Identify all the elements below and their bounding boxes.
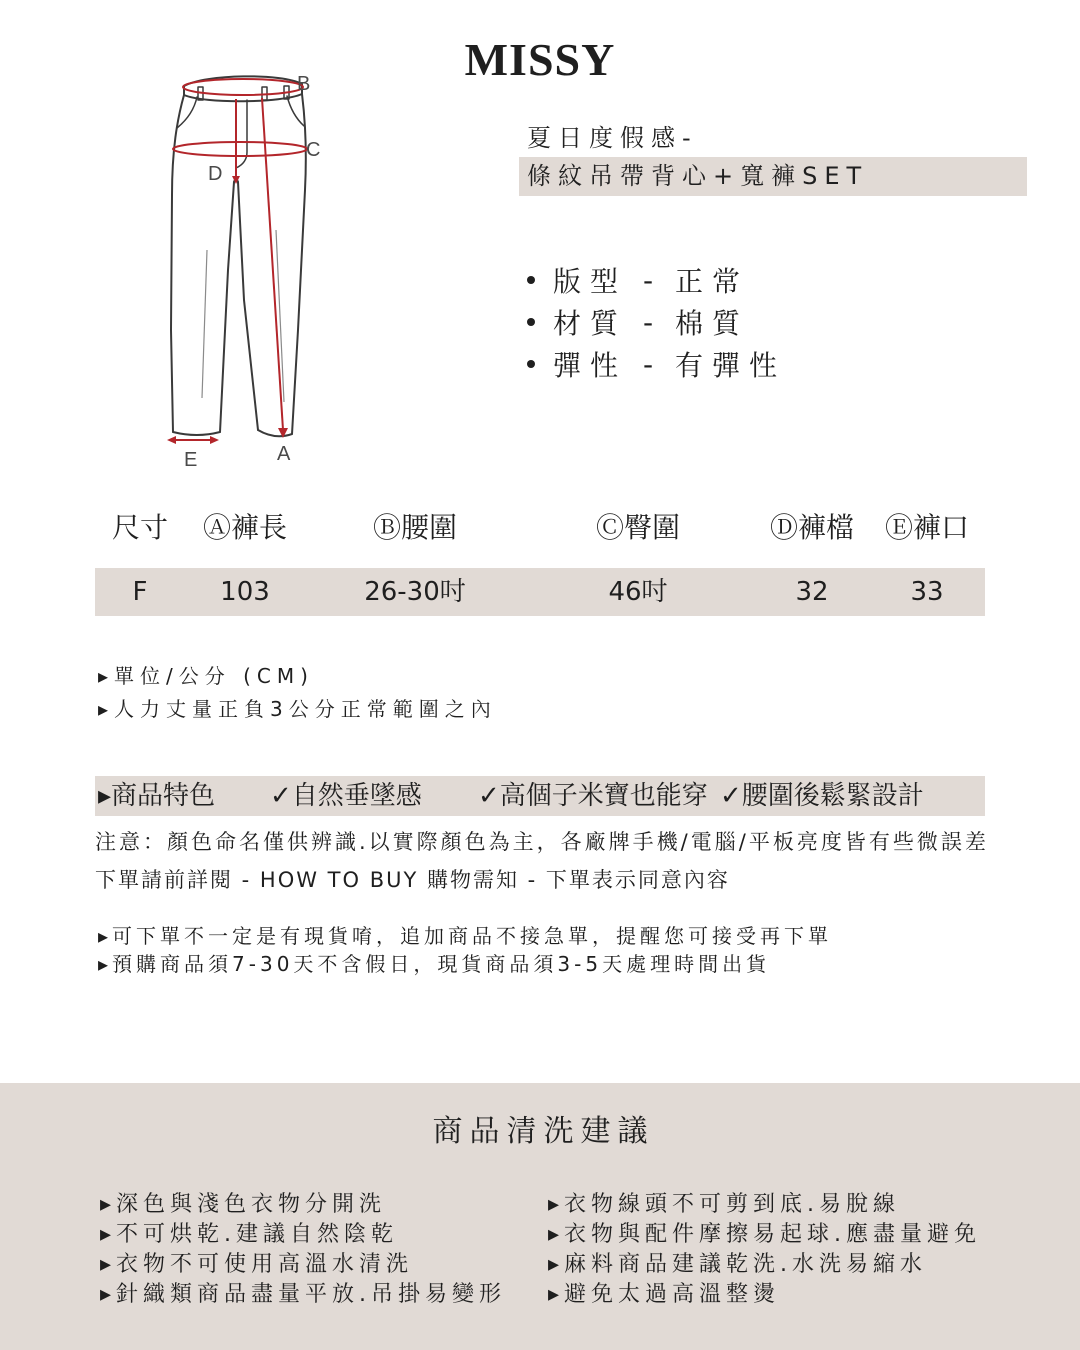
hip-measure-line	[173, 142, 307, 156]
color-notice: 注意：顏色命名僅供辨識.以實際顏色為主，各廠牌手機/電腦/平板亮度皆有些微誤差	[95, 830, 989, 854]
spec-item	[527, 343, 786, 385]
cell-size: F	[132, 577, 148, 607]
cell-rise: 32	[795, 577, 829, 607]
spec-separator: -	[643, 305, 654, 339]
order-note: ▸可下單不一定是有現貨唷，追加商品不接急單，提醒您可接受再下單	[98, 924, 833, 948]
cell-length: 103	[220, 577, 270, 607]
list-item: ▸針織類商品盡量平放.吊掛易變形	[100, 1282, 507, 1307]
spec-label: 版型	[553, 265, 628, 298]
header-rise: Ⓓ褲檔	[769, 511, 854, 544]
list-item: ▸深色與淺色衣物分開洗	[100, 1192, 387, 1217]
order-note: ▸預購商品須7-30天不含假日，現貨商品須3-5天處理時間出貨	[98, 952, 771, 976]
feature-item: ✓高個子米寶也能穿	[478, 781, 708, 811]
bullet-icon	[527, 276, 535, 284]
left-hem	[173, 432, 220, 435]
label-c: C	[306, 139, 321, 161]
features-bar	[95, 776, 985, 816]
list-item: ▸麻料商品建議乾洗.水洗易縮水	[548, 1252, 928, 1277]
order-notes	[98, 922, 832, 978]
right-pocket	[287, 96, 304, 126]
hem-arrowhead-left	[167, 436, 176, 444]
feature-item: ✓自然垂墜感	[270, 781, 422, 811]
size-note: ▸單位/公分 (CM)	[98, 664, 314, 688]
measure-lines	[172, 79, 307, 440]
care-title: 商品清洗建議	[432, 1114, 655, 1149]
product-name: 條紋吊帶背心+寬褲SET	[527, 162, 869, 190]
label-a: A	[277, 443, 291, 465]
spec-item	[527, 301, 786, 343]
right-hem	[258, 430, 292, 436]
size-note: ▸人力丈量正負3公分正常範圍之內	[98, 697, 497, 721]
spec-label: 材質	[553, 307, 628, 340]
hem-arrowhead-right	[210, 436, 219, 444]
header-hip: Ⓒ臀圍	[595, 511, 680, 544]
label-b: B	[297, 73, 311, 95]
size-table-header	[95, 508, 985, 548]
spec-separator: -	[643, 263, 654, 297]
spec-value: 棉質	[675, 307, 750, 340]
list-item: ▸衣物不可使用高溫水清洗	[100, 1252, 414, 1277]
list-item: ▸避免太過高溫整燙	[548, 1282, 781, 1307]
spec-value: 有彈性	[675, 349, 787, 382]
header-length: Ⓐ褲長	[202, 511, 287, 544]
spec-label: 彈性	[553, 349, 628, 382]
feature-item: ✓腰圍後鬆緊設計	[720, 781, 924, 811]
spec-list	[527, 259, 786, 385]
list-item: ▸不可烘乾.建議自然陰乾	[100, 1222, 399, 1247]
inner-right-seam	[238, 182, 258, 430]
fly-stitch	[236, 100, 247, 168]
pants-outline	[171, 76, 306, 436]
spec-item	[527, 259, 786, 301]
table-row	[95, 568, 985, 616]
brand-title: MISSY	[464, 34, 616, 85]
label-e: E	[184, 449, 198, 471]
list-item: ▸衣物線頭不可剪到底.易脫線	[548, 1192, 901, 1217]
bullet-icon	[527, 318, 535, 326]
care-list-left	[100, 1190, 506, 1310]
inner-left-seam	[220, 182, 234, 432]
label-d: D	[208, 163, 223, 185]
care-panel	[0, 1083, 1080, 1350]
size-notes	[98, 660, 497, 726]
product-subtitle: 夏日度假感-	[527, 124, 698, 152]
spec-separator: -	[643, 347, 654, 381]
header-hem: Ⓔ褲口	[884, 511, 969, 544]
pants-diagram	[150, 60, 340, 480]
how-to-buy-notice: 下單請前詳閱 - HOW TO BUY 購物需知 - 下單表示同意內容	[95, 868, 730, 892]
features-label: ▸商品特色	[98, 781, 216, 811]
header-size: 尺寸	[111, 511, 168, 544]
left-crease	[202, 250, 207, 398]
product-name-box	[519, 157, 1027, 196]
list-item: ▸衣物與配件摩擦易起球.應盡量避免	[548, 1222, 982, 1247]
cell-hem: 33	[910, 577, 944, 607]
care-list-right	[548, 1190, 981, 1310]
cell-hip: 46吋	[608, 577, 668, 607]
bullet-icon	[527, 360, 535, 368]
spec-value: 正常	[675, 265, 750, 298]
length-measure-line	[262, 98, 283, 430]
cell-waist: 26-30吋	[364, 577, 466, 607]
header-waist: Ⓑ腰圍	[372, 511, 457, 544]
